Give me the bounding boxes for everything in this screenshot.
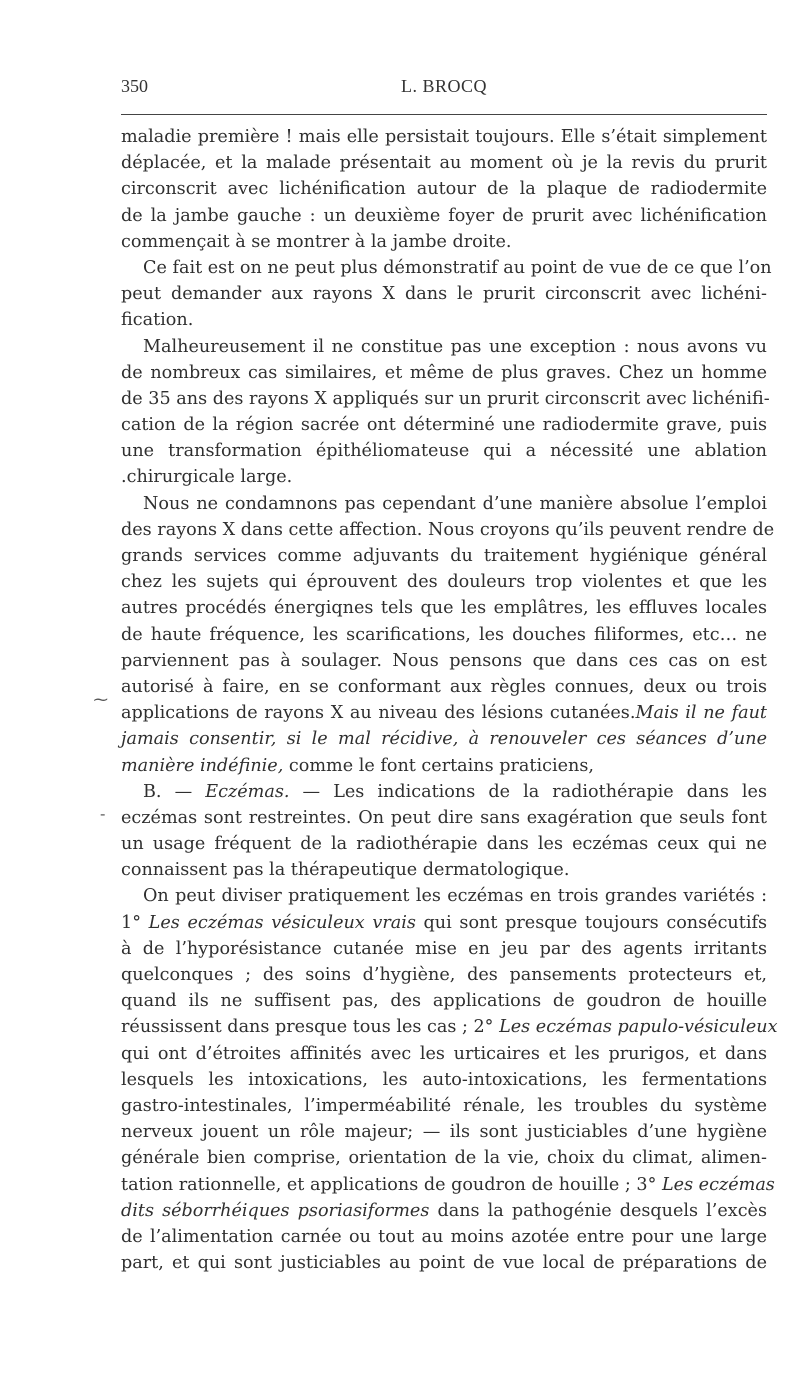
- italic-segment: Les eczémas vésiculeux vrais: [148, 912, 416, 933]
- italic-segment: jamais consentir, si le mal récidive, à renouveler ces séances d’une: [121, 729, 767, 750]
- text-segment: .chirurgicale large.: [121, 467, 293, 488]
- italic-segment: Les eczémas papulo-vésiculeux: [499, 1017, 778, 1038]
- text-segment: de haute fréquence, les scarifications, les douches filiformes, etc… ne: [121, 624, 767, 645]
- text-line: [121, 1250, 767, 1276]
- text-segment: Malheureusement il ne constitue pas une exception : nous avons vu: [143, 336, 767, 357]
- text-line: [121, 700, 767, 726]
- text-line: [121, 1041, 767, 1067]
- margin-mark: ~: [91, 690, 110, 709]
- text-segment: de nombreux cas similaires, et même de plus graves. Chez un homme: [121, 362, 767, 383]
- text-line: [121, 805, 767, 831]
- text-line: [121, 962, 767, 988]
- text-segment: des rayons X dans cette affection. Nous croyons qu’ils peuvent rendre de: [121, 519, 775, 540]
- text-segment: On peut diviser pratiquement les eczémas en trois grandes variétés :: [143, 886, 767, 907]
- text-segment: Nous ne condamnons pas cependant d’une manière absolue l’emploi: [143, 493, 767, 514]
- text-line: [121, 150, 767, 176]
- text-line: [121, 1119, 767, 1145]
- text-line: [121, 753, 767, 779]
- text-line: [121, 176, 767, 202]
- running-head: L. BROCQ: [400, 76, 487, 96]
- text-segment: — Les indications de la radiothérapie dans les: [289, 781, 767, 802]
- text-line: [121, 438, 767, 464]
- text-segment: parviennent pas à soulager. Nous pensons que dans ces cas on est: [121, 650, 767, 671]
- text-segment: qui sont presque toujours consécutifs: [415, 912, 767, 933]
- text-segment: déplacée, et la malade présentait au moment où je la revis du prurit: [121, 153, 767, 174]
- text-segment: tation rationnelle, et applications de goudron de houille ; 3°: [121, 1174, 662, 1195]
- body-text: [121, 124, 778, 1276]
- text-line: [121, 1198, 767, 1224]
- text-segment: grands services comme adjuvants du traitement hygiénique général: [121, 546, 767, 566]
- text-segment: chez les sujets qui éprouvent des douleurs trop violentes et que les: [121, 572, 767, 593]
- page-header: [121, 72, 767, 100]
- text-line: [121, 386, 770, 412]
- text-line: [121, 648, 767, 674]
- text-segment: quelconques ; des soins d’hygiène, des pansements protecteurs et,: [121, 965, 767, 985]
- italic-segment: Mais il ne faut: [635, 703, 768, 724]
- text-segment: peut demander aux rayons X dans le prurit circonscrit avec lichéni-: [121, 284, 767, 305]
- text-line: [121, 883, 767, 909]
- text-line: [121, 779, 767, 805]
- text-line: [121, 491, 767, 517]
- text-segment: fication.: [121, 310, 194, 331]
- text-line: [121, 622, 767, 648]
- text-segment: qui ont d’étroites affinités avec les urticaires et les prurigos, et dans: [121, 1043, 767, 1064]
- text-line: [121, 255, 772, 281]
- text-line: [121, 203, 767, 229]
- text-segment: de l’alimentation carnée ou tout au moins azotée entre pour une large: [121, 1226, 767, 1247]
- text-line: [121, 831, 767, 857]
- text-line: [121, 412, 767, 438]
- text-segment: Ce fait est on ne peut plus démonstratif au point de vue de ce que l’on: [143, 257, 772, 278]
- text-segment: cation de la région sacrée ont déterminé une radiodermite grave, puis: [121, 415, 767, 436]
- text-segment: circonscrit avec lichénification autour de la plaque de radiodermite: [121, 179, 767, 200]
- text-segment: 1°: [121, 912, 149, 933]
- text-segment: maladie première ! mais elle persistait toujours. Elle s’était simplement: [121, 127, 767, 147]
- text-line: [121, 1093, 767, 1119]
- text-segment: comme le font certains praticiens,: [283, 755, 594, 776]
- text-segment: quand ils ne suffisent pas, des applications de goudron de houille: [121, 991, 767, 1012]
- text-line: [121, 543, 767, 569]
- text-segment: connaissent pas la thérapeutique dermatologique.: [121, 860, 570, 881]
- italic-segment: manière indéfinie,: [121, 755, 284, 776]
- text-line: [121, 674, 767, 700]
- text-line: [121, 360, 767, 386]
- text-line: [121, 726, 767, 752]
- text-line: [121, 517, 775, 543]
- text-line: [121, 988, 767, 1014]
- text-line: [121, 1014, 778, 1040]
- margin-mark: -: [100, 804, 106, 823]
- text-segment: à de l’hyporésistance cutanée mise en jeu par des agents irritants: [121, 938, 767, 959]
- text-segment: autres procédés énergiqnes tels que les emplâtres, les effluves locales: [121, 598, 767, 619]
- text-segment: générale bien comprise, orientation de la vie, choix du climat, alimen-: [121, 1148, 767, 1169]
- text-segment: part, et qui sont justiciables au point de vue local de préparations de: [121, 1253, 767, 1274]
- text-segment: commençait à se montrer à la jambe droite.: [121, 231, 512, 252]
- text-line: [121, 910, 767, 936]
- header-rule: [121, 114, 767, 115]
- text-line: [121, 307, 767, 333]
- italic-segment: Les eczémas: [661, 1174, 775, 1195]
- text-segment: un usage fréquent de la radiothérapie dans les eczémas ceux qui ne: [121, 834, 767, 855]
- text-segment: gastro-intestinales, l’imperméabilité rénale, les troubles du système: [121, 1095, 767, 1116]
- text-segment: lesquels les intoxications, les auto-intoxications, les fermentations: [121, 1069, 767, 1090]
- text-line: [121, 569, 767, 595]
- italic-segment: Eczémas.: [205, 781, 290, 802]
- text-line: [121, 281, 767, 307]
- text-line: [121, 1067, 767, 1093]
- text-segment: nerveux jouent un rôle majeur; — ils sont justiciables d’une hygiène: [121, 1122, 767, 1143]
- text-line: [121, 936, 767, 962]
- text-segment: eczémas sont restreintes. On peut dire sans exagération que seuls font: [121, 807, 767, 828]
- text-segment: dans la pathogénie desquels l’excès: [429, 1200, 767, 1221]
- text-line: [121, 334, 767, 360]
- page-number: 350: [121, 76, 148, 96]
- text-line: [121, 1224, 767, 1250]
- text-segment: de la jambe gauche : un deuxième foyer de prurit avec lichénification: [121, 205, 767, 226]
- text-segment: B. —: [143, 781, 206, 802]
- text-line: [121, 595, 767, 621]
- text-line: [121, 857, 767, 883]
- italic-segment: dits séborrhéiques psoriasiformes: [121, 1200, 430, 1221]
- text-line: [121, 1172, 775, 1198]
- text-segment: autorisé à faire, en se conformant aux règles connues, deux ou trois: [121, 676, 767, 697]
- text-line: [121, 1145, 767, 1171]
- text-line: [121, 464, 767, 490]
- text-line: [121, 229, 767, 255]
- text-segment: une transformation épithéliomateuse qui a nécessité une ablation: [121, 441, 767, 462]
- text-segment: applications de rayons X au niveau des lésions cutanées.: [121, 703, 636, 724]
- text-segment: réussissent dans presque tous les cas ; 2°: [121, 1017, 500, 1038]
- text-segment: de 35 ans des rayons X appliqués sur un prurit circonscrit avec lichénifi-: [121, 388, 770, 409]
- text-line: [121, 124, 767, 150]
